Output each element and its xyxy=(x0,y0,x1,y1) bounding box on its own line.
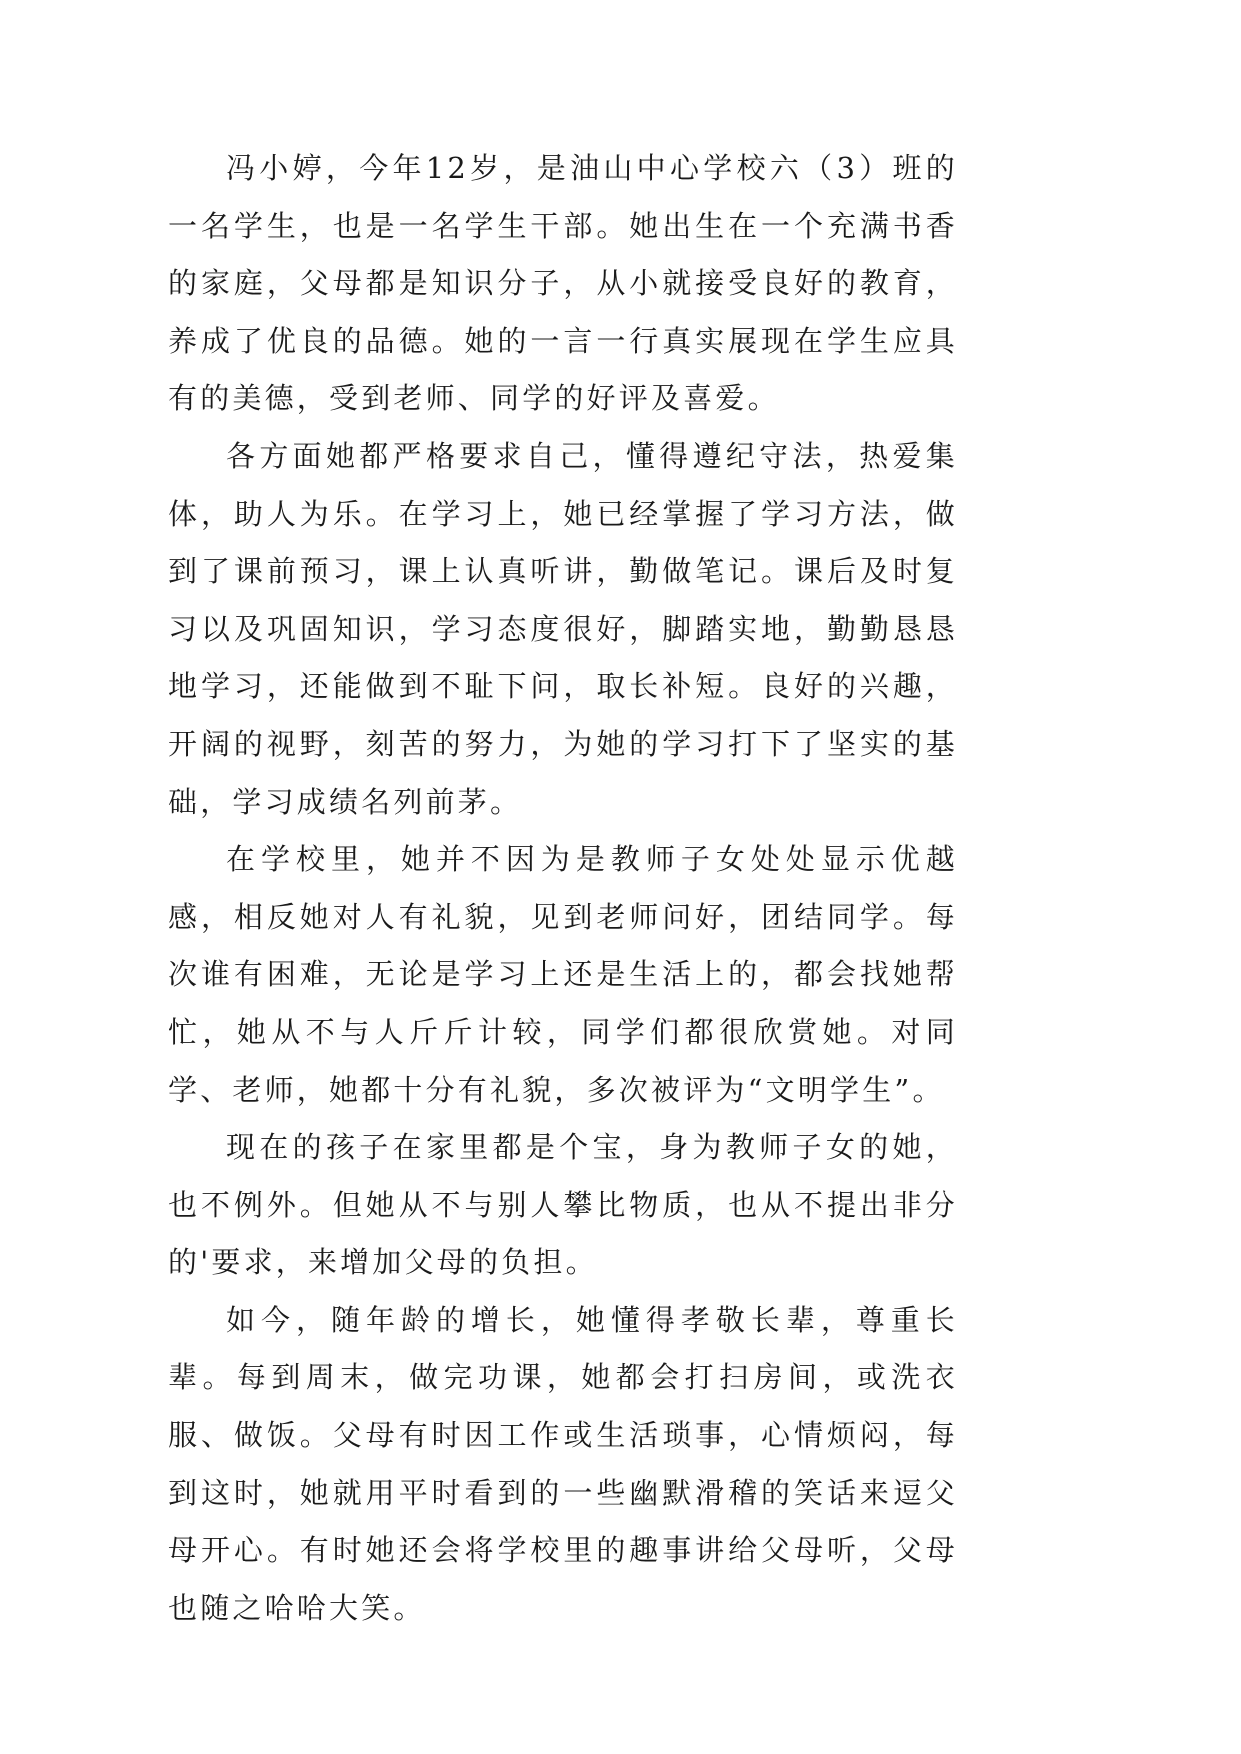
paragraph-1: 冯小婷，今年12岁，是油山中心学校六（3）班的一名学生，也是一名学生干部。她出生在一个充满书香的家庭，父母都是知识分子，从小就接受良好的教育，养成了优良的品德。她的一言一行真实展现在学生应具有的美德，受到老师、同学的好评及喜爱。 xyxy=(168,151,958,416)
paragraph-3: 在学校里，她并不因为是教师子女处处显示优越感，相反她对人有礼貌，见到老师问好，团结同学。每次谁有困难，无论是学习上还是生活上的，都会找她帮忙，她从不与人斤斤计较，同学们都很欣赏她。对同学、老师，她都十分有礼貌，多次被评为“文明学生”。 xyxy=(168,842,958,1107)
paragraph-4: 现在的孩子在家里都是个宝，身为教师子女的她，也不例外。但她从不与别人攀比物质，也从不提出非分的'要求，来增加父母的负担。 xyxy=(168,1130,958,1280)
paragraph-2: 各方面她都严格要求自己，懂得遵纪守法，热爱集体，助人为乐。在学习上，她已经掌握了学习方法，做到了课前预习，课上认真听讲，勤做笔记。课后及时复习以及巩固知识，学习态度很好，脚踏实地，勤勤恳恳地学习，还能做到不耻下问，取长补短。良好的兴趣，开阔的视野，刻苦的努力，为她的学习打下了坚实的基础，学习成绩名列前茅。 xyxy=(168,438,958,819)
paragraph-5: 如今，随年龄的增长，她懂得孝敬长辈，尊重长辈。每到周末，做完功课，她都会打扫房间，或洗衣服、做饭。父母有时因工作或生活琐事，心情烦闷，每到这时，她就用平时看到的一些幽默滑稽的笑话来逗父母开心。有时她还会将学校里的趣事讲给父母听，父母也随之哈哈大笑。 xyxy=(168,1302,958,1625)
document-body xyxy=(168,140,958,1637)
